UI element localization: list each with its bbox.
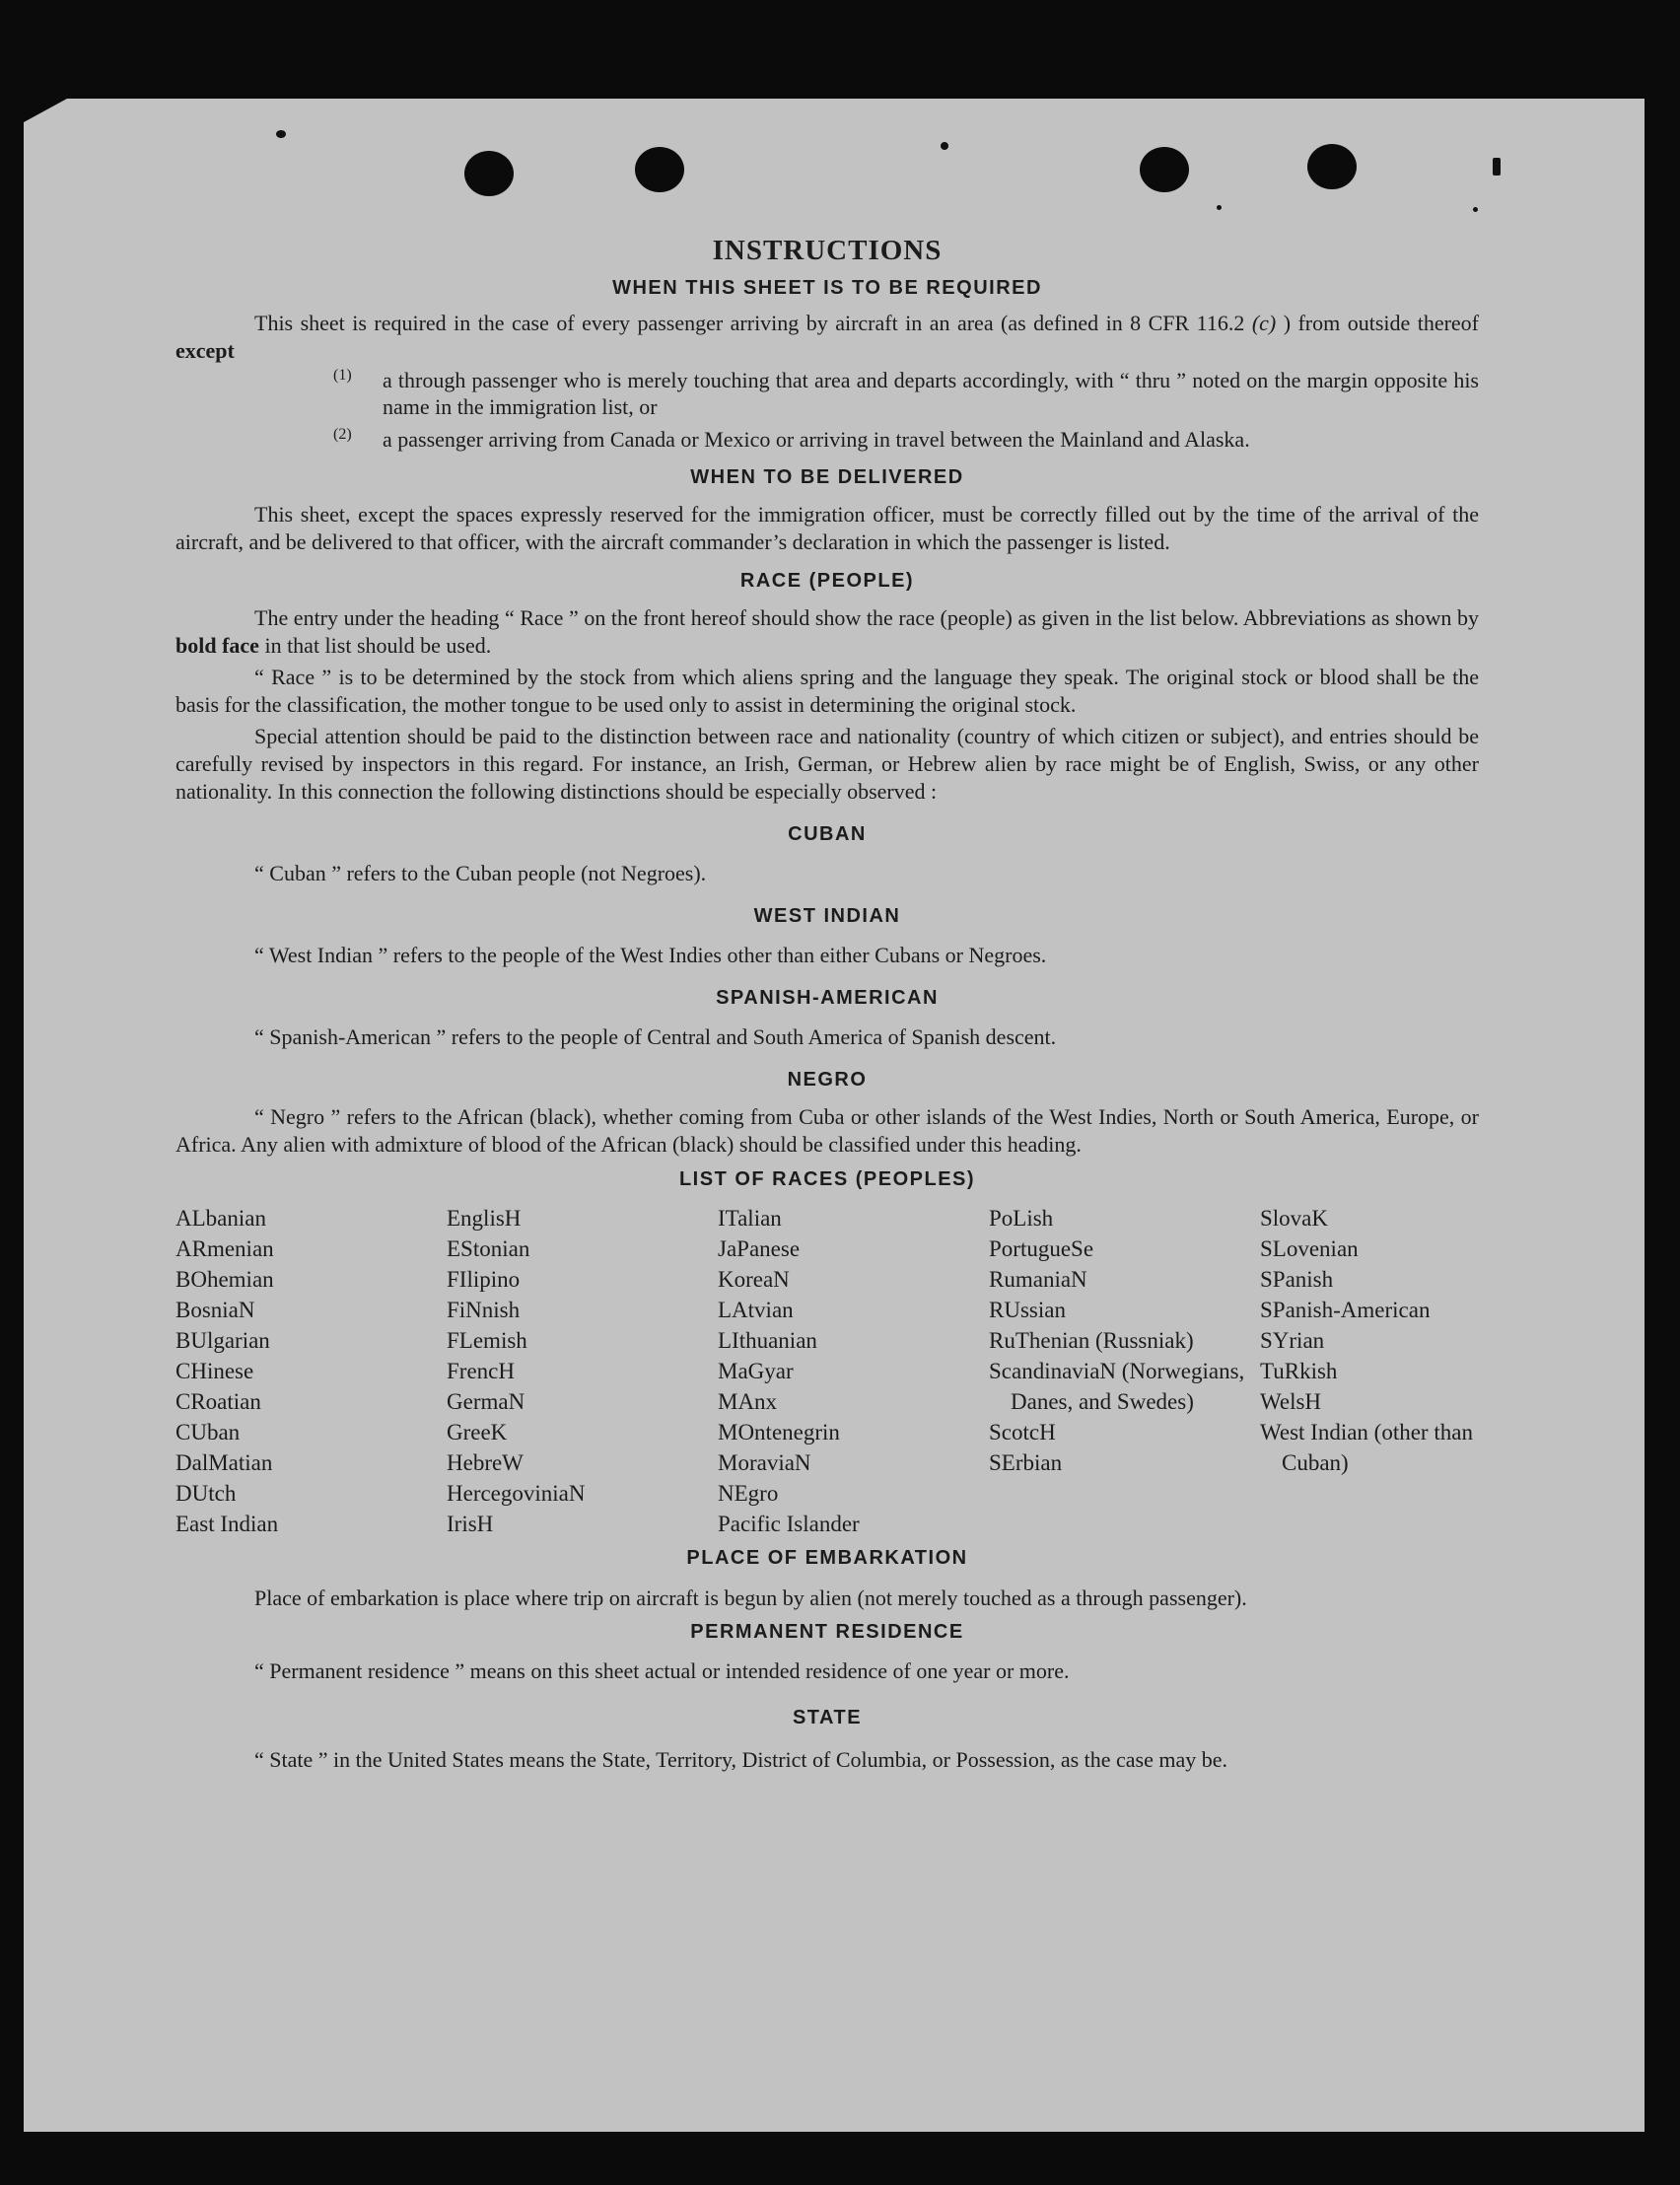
spanish-american-text: “ Spanish-American ” refers to the people of Central and South America of Spanish descent. — [254, 1024, 1057, 1049]
section-heading-west-indian: WEST INDIAN — [753, 905, 901, 927]
race-item: LIthuanian — [718, 1328, 817, 1353]
section-heading-spanish-american: SPANISH-AMERICAN — [716, 987, 939, 1009]
race-item: ALbanian — [175, 1206, 266, 1231]
race-paragraph-1 — [175, 604, 1479, 660]
exception-text: a passenger arriving from Canada or Mexico or arriving in travel between the Mainland and Alaska. — [383, 427, 1250, 452]
race-paragraph-2: “ Race ” is to be determined by the stock from which aliens spring and the language they speak. The original stock or blood shall be the basis for the classification, the mother tongue to be used only to assist in determining the original stock. — [175, 665, 1479, 717]
race-item: PortugueSe — [989, 1236, 1094, 1261]
punch-hole — [635, 147, 684, 192]
race-item: GreeK — [447, 1420, 508, 1445]
race-item: WelsH — [1260, 1389, 1322, 1414]
race-item: SPanish-American — [1260, 1298, 1431, 1322]
section-heading-cuban: CUBAN — [788, 823, 867, 845]
race-item: ScotcH — [989, 1420, 1056, 1445]
delivered-text: This sheet, except the spaces expressly reserved for the immigration officer, must be correctly filled out by the time of the arrival of the aircraft, and be delivered to that officer, with the aircraft commander’s declaration in which the passenger is listed. — [175, 502, 1479, 554]
instructions-content — [175, 235, 1479, 1777]
race-item: MoraviaN — [718, 1450, 811, 1475]
race-item: MaGyar — [718, 1359, 794, 1383]
races-list — [175, 1203, 1479, 1539]
punch-hole — [1307, 144, 1357, 189]
race-item: BOhemian — [175, 1267, 274, 1292]
races-column — [718, 1203, 989, 1539]
race-item: JaPanese — [718, 1236, 801, 1261]
race-item: Pacific Islander — [718, 1512, 860, 1536]
race-item: EStonian — [447, 1236, 530, 1261]
races-column — [175, 1203, 447, 1539]
race-item: FiNnish — [447, 1298, 521, 1322]
race-item: IrisH — [447, 1512, 494, 1536]
race-item: GermaN — [447, 1389, 525, 1414]
section-heading-embarkation: PLACE OF EMBARKATION — [686, 1547, 968, 1569]
race-item: SPanish — [1260, 1267, 1334, 1292]
punch-hole — [464, 151, 514, 196]
section-heading-negro: NEGRO — [787, 1069, 868, 1091]
race-paragraph-3: Special attention should be paid to the distinction between race and nationality (country of which citizen or subject), and entries should be carefully revised by inspectors in this regard. For instance, an Irish, German, or Hebrew alien by race might be of English, Swiss, or any other nationality. In this connection the following distinctions should be especially observed : — [175, 724, 1479, 804]
races-column — [1260, 1203, 1479, 1539]
section-heading-race: RACE (PEOPLE) — [739, 570, 915, 592]
exception-number: (1) — [333, 367, 352, 384]
required-intro — [175, 310, 1479, 365]
race-item: BosniaN — [175, 1298, 255, 1322]
exception-item — [333, 426, 1479, 453]
required-intro-except: except — [175, 338, 235, 363]
race-p1-bold: bold face — [175, 633, 259, 658]
section-heading-delivered: WHEN TO BE DELIVERED — [690, 466, 964, 488]
race-p1-end: in that list should be used. — [258, 633, 492, 658]
race-item: EnglisH — [447, 1206, 522, 1231]
race-item: RUssian — [989, 1298, 1066, 1322]
race-item: ARmenian — [175, 1236, 274, 1261]
race-item: HercegoviniaN — [447, 1481, 586, 1506]
exception-text: a through passenger who is merely touching that area and departs accordingly, with “ thru ” noted on the margin opposite his name in the immigration list, or — [383, 368, 1479, 419]
punch-hole — [1140, 147, 1189, 192]
race-item: FrencH — [447, 1359, 515, 1383]
race-item: DalMatian — [175, 1450, 273, 1475]
section-heading-required: WHEN THIS SHEET IS TO BE REQUIRED — [612, 277, 1042, 299]
west-indian-text: “ West Indian ” refers to the people of the West Indies other than either Cubans or Negroes. — [254, 943, 1047, 967]
state-text: “ State ” in the United States means the State, Territory, District of Columbia, or Possession, as the case may be. — [254, 1747, 1228, 1772]
race-item: CHinese — [175, 1359, 254, 1383]
race-item: BUlgarian — [175, 1328, 270, 1353]
race-item: FLemish — [447, 1328, 527, 1353]
race-item: HebreW — [447, 1450, 524, 1475]
cuban-text: “ Cuban ” refers to the Cuban people (not Negroes). — [254, 861, 707, 885]
race-item: LAtvian — [718, 1298, 794, 1322]
race-item: MAnx — [718, 1389, 778, 1414]
speck — [276, 130, 286, 138]
residence-text: “ Permanent residence ” means on this sheet actual or intended residence of one year or more. — [254, 1658, 1070, 1683]
speck — [1217, 205, 1222, 210]
races-column — [447, 1203, 718, 1539]
section-heading-residence: PERMANENT RESIDENCE — [690, 1621, 964, 1643]
race-item: SYrian — [1260, 1328, 1325, 1353]
races-column — [989, 1203, 1260, 1539]
race-item: RuThenian (Russniak) — [989, 1328, 1194, 1353]
race-item: RumaniaN — [989, 1267, 1087, 1292]
race-item: ScandinaviaN (Norwegians, Danes, and Swedes) — [989, 1359, 1245, 1414]
section-heading-state: STATE — [792, 1707, 863, 1728]
page-title: INSTRUCTIONS — [712, 235, 943, 266]
race-item: FIlipino — [447, 1267, 521, 1292]
race-item: ITalian — [718, 1206, 782, 1231]
required-intro-c: (c) — [1251, 311, 1277, 335]
race-item: MOntenegrin — [718, 1420, 840, 1445]
race-item: SLovenian — [1260, 1236, 1359, 1261]
embarkation-text: Place of embarkation is place where trip on aircraft is begun by alien (not merely touched as a through passenger). — [254, 1586, 1247, 1610]
race-item: CRoatian — [175, 1389, 261, 1414]
speck — [1473, 207, 1478, 212]
race-item: CUban — [175, 1420, 241, 1445]
race-item: East Indian — [175, 1512, 279, 1536]
race-item: West Indian (other than Cuban) — [1260, 1420, 1473, 1475]
race-p1-start: The entry under the heading “ Race ” on the front hereof should show the race (people) as given in the list below. Abbreviations as shown by — [254, 605, 1479, 630]
race-item: PoLish — [989, 1206, 1054, 1231]
race-item: KoreaN — [718, 1267, 790, 1292]
required-intro-end: ) from outside thereof — [1276, 311, 1480, 335]
exception-number: (2) — [333, 426, 352, 443]
race-item: SErbian — [989, 1450, 1063, 1475]
race-item: DUtch — [175, 1481, 237, 1506]
required-intro-start: This sheet is required in the case of every passenger arriving by aircraft in an area (as defined in 8 CFR 116.2 — [254, 311, 1252, 335]
speck — [941, 142, 948, 150]
exception-item — [333, 367, 1479, 420]
negro-text: “ Negro ” refers to the African (black), whether coming from Cuba or other islands of the West Indies, North or South America, Europe, or Africa. Any alien with admixture of blood of the African (black) should be classified under this heading. — [175, 1104, 1479, 1157]
race-item: SlovaK — [1260, 1206, 1328, 1231]
section-heading-list: LIST OF RACES (PEOPLES) — [678, 1168, 976, 1190]
race-item: TuRkish — [1260, 1359, 1338, 1383]
speck — [1493, 158, 1501, 176]
race-item: NEgro — [718, 1481, 779, 1506]
